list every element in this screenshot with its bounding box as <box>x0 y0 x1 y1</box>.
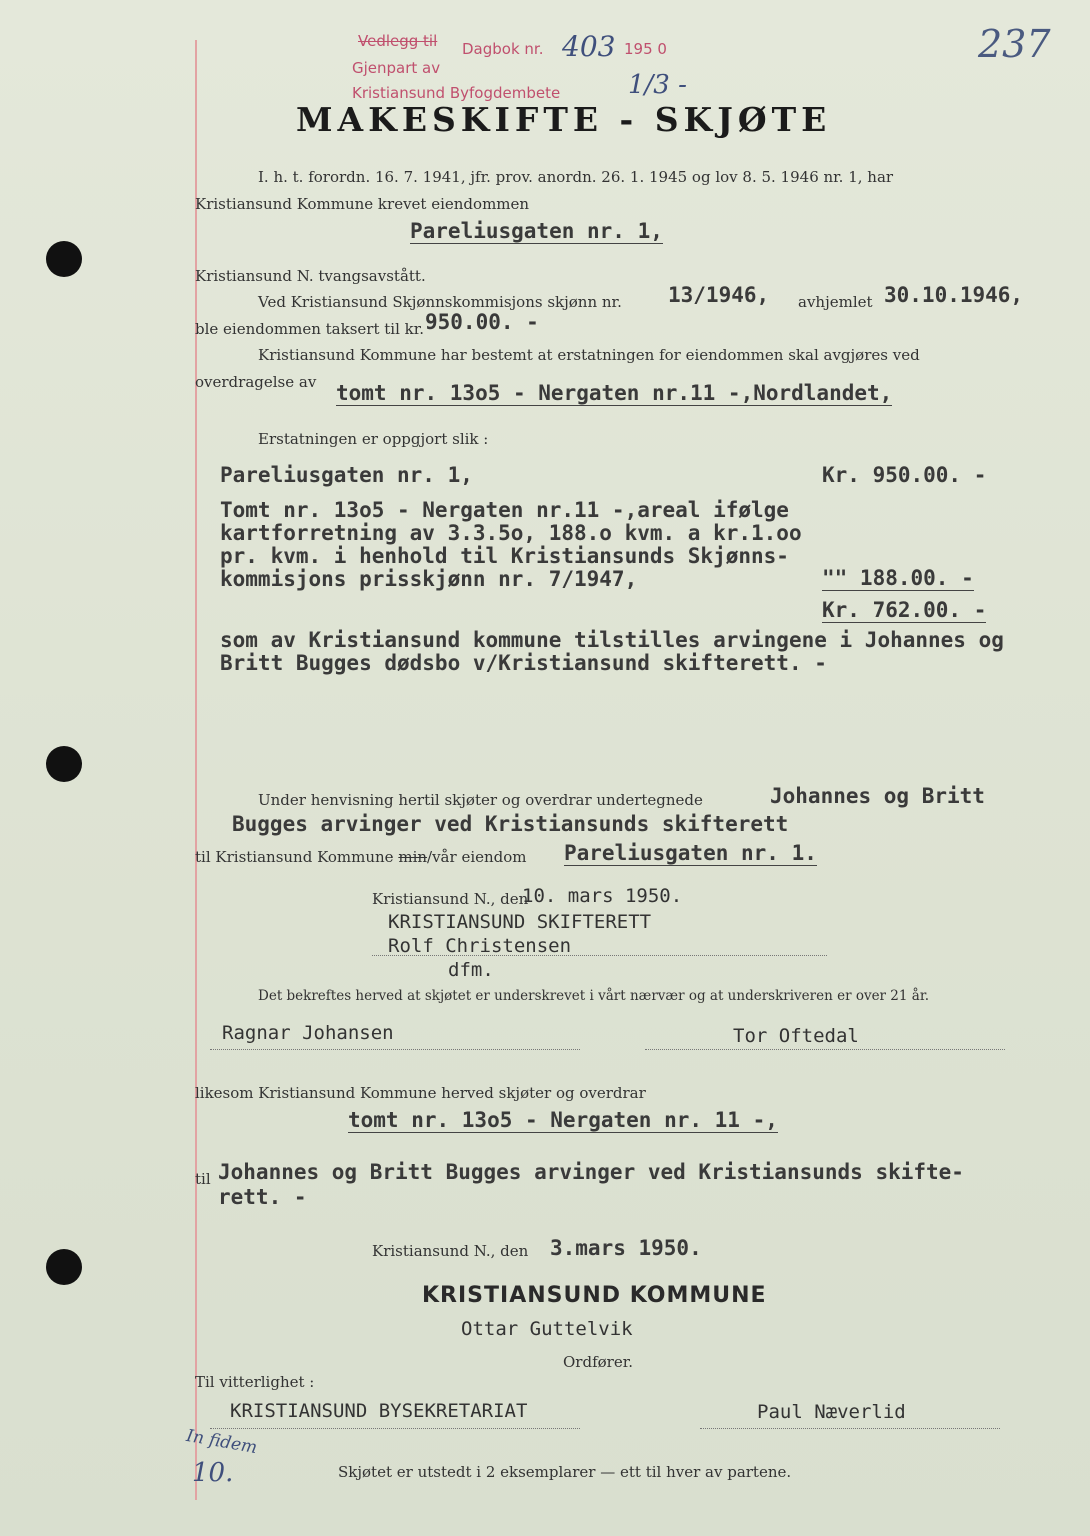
transfer2-recipient <box>218 1160 964 1210</box>
witness-statement: Det bekreftes herved at skjøtet er underskrevet i vårt nærvær og at underskriveren er over 21 år. <box>258 988 930 1004</box>
transfer2-org: KRISTIANSUND KOMMUNE <box>422 1283 767 1308</box>
settlement-row2-amount: "" 188.00. - <box>822 566 974 590</box>
settlement-note-line: Britt Bugges dødsbo v/Kristiansund skifterett. - <box>220 651 827 675</box>
transfer1-party-2: Bugges arvinger ved Kristiansunds skifterett <box>232 812 789 836</box>
overdragelse-property: tomt nr. 13o5 - Nergaten nr.11 -,Nordlandet, <box>336 381 893 405</box>
transfer2-recipient-line: rett. - <box>218 1185 307 1209</box>
witness-1: Ragnar Johansen <box>222 1022 394 1044</box>
transfer1-property: Pareliusgaten nr. 1. <box>564 841 817 865</box>
transfer1-signer-line: dfm. <box>448 959 494 981</box>
settlement-row2-line: pr. kvm. i henhold til Kristiansunds Skjønns- <box>220 544 789 568</box>
transfer2-property: tomt nr. 13o5 - Nergaten nr. 11 -, <box>348 1108 778 1132</box>
attest-line-1 <box>210 1428 580 1429</box>
transfer1-place-date: 10. mars 1950. <box>522 885 683 907</box>
intro-line-4: Ved Kristiansund Skjønnskommisjons skjønn nr. <box>258 293 622 311</box>
settlement-heading: Erstatningen er oppgjort slik : <box>258 430 489 448</box>
document-title: MAKESKIFTE - SKJØTE <box>296 100 832 139</box>
stamp-year: 195 0 <box>624 40 667 58</box>
footer-note: Skjøtet er utstedt i 2 eksemplarer — ett til hver av partene. <box>338 1463 792 1481</box>
intro-line-3: Kristiansund N. tvangsavstått. <box>195 267 426 285</box>
settlement-row1-amount: Kr. 950.00. - <box>822 463 987 487</box>
transfer2-place-label: Kristiansund N., den <box>372 1242 529 1260</box>
transfer1-line-1: Under henvisning hertil skjøter og overdrar undertegnede <box>258 791 703 809</box>
witness-line-2 <box>645 1049 1005 1050</box>
transfer2-role: Ordfører. <box>563 1353 633 1371</box>
transfer2-signer: Ottar Guttelvik <box>461 1318 633 1340</box>
margin-note-1: In fidem <box>184 1425 259 1459</box>
transfer2-recipient-line: Johannes og Britt Bugges arvinger ved Kristiansunds skifte- <box>218 1160 964 1184</box>
witness-2: Tor Oftedal <box>733 1025 859 1047</box>
avhjemlet-label: avhjemlet <box>798 293 873 311</box>
claimed-property: Pareliusgaten nr. 1, <box>410 219 663 243</box>
intro-line-7: overdragelse av <box>195 373 317 391</box>
transfer2-place-date: 3.mars 1950. <box>550 1236 702 1260</box>
transfer1-signer-line: Rolf Christensen <box>388 935 572 957</box>
transfer1-signer <box>388 910 651 982</box>
settlement-row2-line: kommisjons prisskjønn nr. 7/1947, <box>220 567 638 591</box>
settlement-row2-text <box>220 499 802 591</box>
skjonn-date: 30.10.1946, <box>884 283 1024 307</box>
taksert-amount: 950.00. - <box>425 310 539 334</box>
transfer2-line-1: likesom Kristiansund Kommune herved skjøter og overdrar <box>195 1084 646 1102</box>
intro-line-6: Kristiansund Kommune har bestemt at erstatningen for eiendommen skal avgjøres ved <box>258 346 920 364</box>
intro-line-5: ble eiendommen taksert til kr. <box>195 320 425 338</box>
attest-name: Paul Næverlid <box>757 1401 906 1423</box>
stamp-line-3: Kristiansund Byfogdembete <box>352 84 561 102</box>
punch-hole-2 <box>46 746 82 782</box>
settlement-note <box>220 629 1004 675</box>
margin-note-2: 10. <box>192 1458 234 1488</box>
attest-org: KRISTIANSUND BYSEKRETARIAT <box>230 1400 528 1422</box>
attest-line-2 <box>700 1428 1000 1429</box>
transfer1-signer-line: KRISTIANSUND SKIFTERETT <box>388 911 652 933</box>
signature-line-1 <box>372 955 827 956</box>
skjonn-number: 13/1946, <box>668 283 770 307</box>
stamp-date: 1/3 - <box>628 70 687 100</box>
settlement-total: Kr. 762.00. - <box>822 598 987 622</box>
stamp-line-1: Vedlegg til <box>358 32 438 50</box>
stamp-line-2: Gjenpart av <box>352 59 441 77</box>
stamp-dagbok-number: 403 <box>562 30 616 63</box>
punch-hole-1 <box>46 241 82 277</box>
transfer1-place-label: Kristiansund N., den <box>372 890 529 908</box>
stamp-dagbok-label: Dagbok nr. <box>462 40 544 58</box>
page-number: 237 <box>978 22 1051 66</box>
transfer1-party-1: Johannes og Britt <box>770 784 985 808</box>
intro-line-1: I. h. t. forordn. 16. 7. 1941, jfr. prov. anordn. 26. 1. 1945 og lov 8. 5. 1946 nr. 1, har <box>258 168 894 186</box>
settlement-row2-line: Tomt nr. 13o5 - Nergaten nr.11 -,areal ifølge <box>220 498 789 522</box>
punch-hole-3 <box>46 1249 82 1285</box>
settlement-note-line: som av Kristiansund kommune tilstilles arvingene i Johannes og <box>220 628 1004 652</box>
settlement-row1-text: Pareliusgaten nr. 1, <box>220 463 473 487</box>
witness-line-1 <box>210 1049 580 1050</box>
settlement-row2-line: kartforretning av 3.3.5o, 188.o kvm. a kr.1.oo <box>220 521 802 545</box>
intro-line-2: Kristiansund Kommune krevet eiendommen <box>195 195 530 213</box>
transfer2-til: til <box>195 1170 211 1188</box>
attest-label: Til vitterlighet : <box>195 1373 315 1391</box>
margin-line <box>195 40 197 1500</box>
transfer1-line-2: til Kristiansund Kommune min/vår eiendom <box>195 848 527 866</box>
